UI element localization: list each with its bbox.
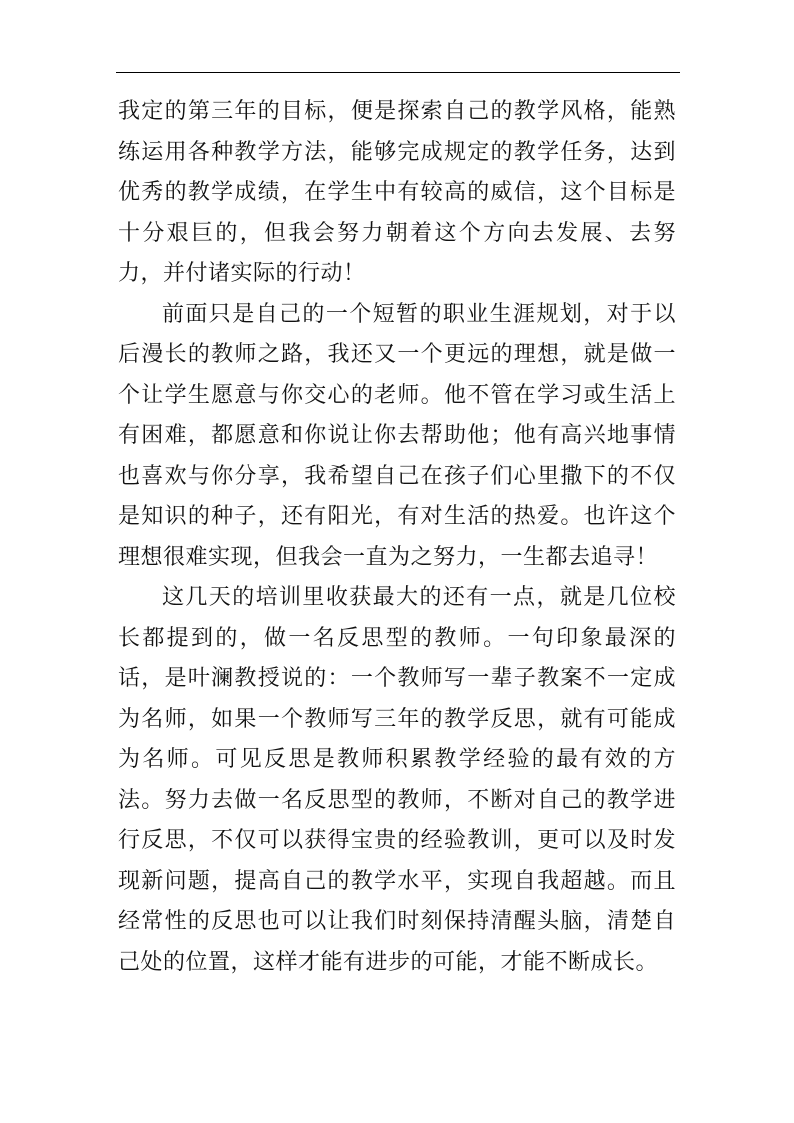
paragraph-1: 我定的第三年的目标，便是探索自己的教学风格，能熟练运用各种教学方法，能够完成规定的教学任务，达到优秀的教学成绩，在学生中有较高的威信，这个目标是十分艰巨的，但我会努力朝着这个方向去发展、去努力，并付诸实际的行动！ bbox=[118, 99, 676, 286]
document-body bbox=[118, 92, 676, 983]
header-rule bbox=[116, 72, 680, 73]
paragraph-2: 前面只是自己的一个短暂的职业生涯规划，对于以后漫长的教师之路，我还又一个更远的理想，就是做一个让学生愿意与你交心的老师。他不管在学习或生活上有困难，都愿意和你说让你去帮助他；他有高兴地事情也喜欢与你分享，我希望自己在孩子们心里撒下的不仅是知识的种子，还有阳光，有对生活的热爱。也许这个理想很难实现，但我会一直为之努力，一生都去追寻！ bbox=[118, 301, 676, 570]
paragraph-3: 这几天的培训里收获最大的还有一点，就是几位校长都提到的，做一名反思型的教师。一句印象最深的话，是叶澜教授说的：一个教师写一辈子教案不一定成为名师，如果一个教师写三年的教学反思，就有可能成为名师。可见反思是教师积累教学经验的最有效的方法。努力去做一名反思型的教师，不断对自己的教学进行反思，不仅可以获得宝贵的经验教训，更可以及时发现新问题，提高自己的教学水平，实现自我超越。而且经常性的反思也可以让我们时刻保持清醒头脑，清楚自己处的位置，这样才能有进步的可能，才能不断成长。 bbox=[118, 585, 676, 975]
